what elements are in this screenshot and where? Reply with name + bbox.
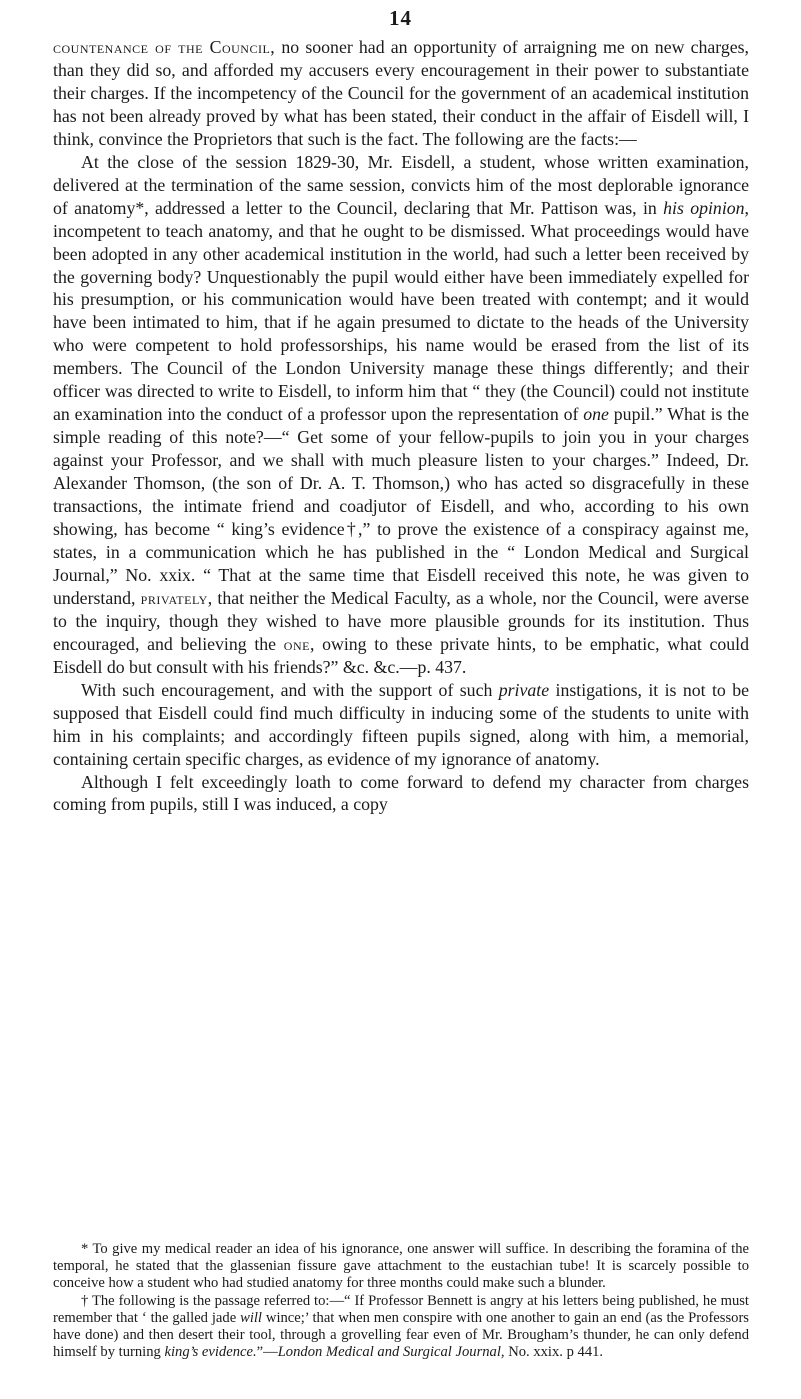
- text-run: instigations, it is not to be supposed that Eisdell could find much difficulty in inducing some of the students to unite with him in his complaints; and accordingly fifteen pupils signed, along with him, a memorial, containing certain specific charges, as evidence of my ignorance of anatomy.: [53, 679, 749, 769]
- text-run: Although I felt exceedingly loath to come forward to defend my character from charges coming from pupils, still I was induced, a copy: [53, 771, 749, 815]
- text-run: No. xxix. p 441.: [504, 1344, 604, 1361]
- body-text: [53, 36, 749, 816]
- page-number: 14: [389, 6, 412, 30]
- smallcaps-text: privately: [140, 587, 208, 608]
- italic-text: king’s evidence.: [164, 1344, 257, 1361]
- italic-text: London Medical and Surgical Journal,: [277, 1344, 505, 1361]
- text-run: , owing to these private hints, to be emphatic, what could Eisdell do but consult with his friends?” &c. &c.—p. 437.: [53, 633, 749, 677]
- footnote-mark: *: [81, 1241, 89, 1257]
- text-run: , that neither the Medical Faculty, as a whole, nor the Council, were averse to the inquiry, though they wished to have more plausible grounds for its institution. Thus encouraged, and believing the: [53, 587, 749, 654]
- text-run: At the close of the session 1829-30, Mr. Eisdell, a student, whose written examination, delivered at the termination of the same session, convicts him of the most deplorable ignorance of anatomy*, addressed a letter to the Council, declaring that Mr. Pattison was, in: [53, 151, 749, 218]
- paragraph-text: no sooner had an opportunity of arraigning me on new charges, than they did so, and afforded my accusers every encouragement in their power to substantiate their charges. If the incompetency of the Council for the government of an academical institution has not been already proved by what has been stated, their conduct in the affair of Eisdell will, I think, convince the Proprietors that such is the fact. The following are the facts:—: [53, 37, 749, 149]
- italic-text: will: [240, 1309, 262, 1326]
- italic-text: his opinion: [663, 197, 745, 218]
- footnote: [53, 1241, 749, 1293]
- paragraph: [53, 679, 749, 771]
- paragraph: [53, 771, 749, 817]
- text-run: , incompetent to teach anatomy, and that he ought to be dismissed. What proceedings would have been adopted in any other academical institution in the world, had such a letter been received by the governing body? Unquestionably the pupil would either have been immediately expelled for his presumption, or his communication would have been treated with contempt; and it would have been intimated to him, that if he again presumed to dictate to the heads of the University who were competent to hold professorships, his name would be erased from the list of its members. The Council of the London University manage these things differently; and their officer was directed to write to Eisdell, to inform him that “ they (the Council) could not institute an examination into the conduct of a professor upon the representation of: [53, 197, 749, 425]
- smallcaps-text: one: [283, 633, 310, 654]
- text-run: To give my medical reader an idea of his ignorance, one answer will suffice. In describing the foramina of the temporal, he stated that the glassenian fissure gave attachment to the eustachian tube! It is scarcely possible to conceive how a student who had studied anatomy for three months could make such a blunder.: [53, 1241, 749, 1292]
- paragraph: [53, 36, 749, 151]
- text-run: ”—: [256, 1344, 278, 1361]
- text-run: wince;’ that when men conspire with one another to gain an end (as the Professors have done) and then desert their tool, through a grovelling fear even of Mr. Brougham’s thunder, he can only defend himself by turning: [53, 1309, 749, 1361]
- text-run: pupil.” What is the simple reading of this note?—“ Get some of your fellow-pupils to join you in your charges against your Professor, and we shall with much pleasure listen to your charges.” Indeed, Dr. Alexander Thomson, (the son of Dr. A. T. Thomson,) who has acted so disgracefully in these transactions, the intimate friend and coadjutor of Eisdell, and who, according to his own showing, has become “ king’s evidence†,” to prove the existence of a conspiracy against me, states, in a communication which he has published in the “ London Medical and Surgical Journal,” No. xxix. “ That at the same time that Eisdell received this note, he was given to understand,: [53, 404, 749, 608]
- italic-text: private: [498, 679, 550, 700]
- footnote-mark: †: [81, 1292, 89, 1309]
- text-run: With such encouragement, and with the support of such: [81, 679, 499, 700]
- italic-text: one: [583, 404, 609, 425]
- footnotes: [53, 1241, 749, 1361]
- paragraph: [53, 151, 749, 679]
- text-run: The following is the passage referred to:—“ If Professor Bennett is angry at his letters being published, he must remember that ‘ the galled jade: [53, 1292, 749, 1326]
- footnote: [53, 1293, 749, 1362]
- lead-smallcaps: countenance of the Council,: [53, 37, 276, 57]
